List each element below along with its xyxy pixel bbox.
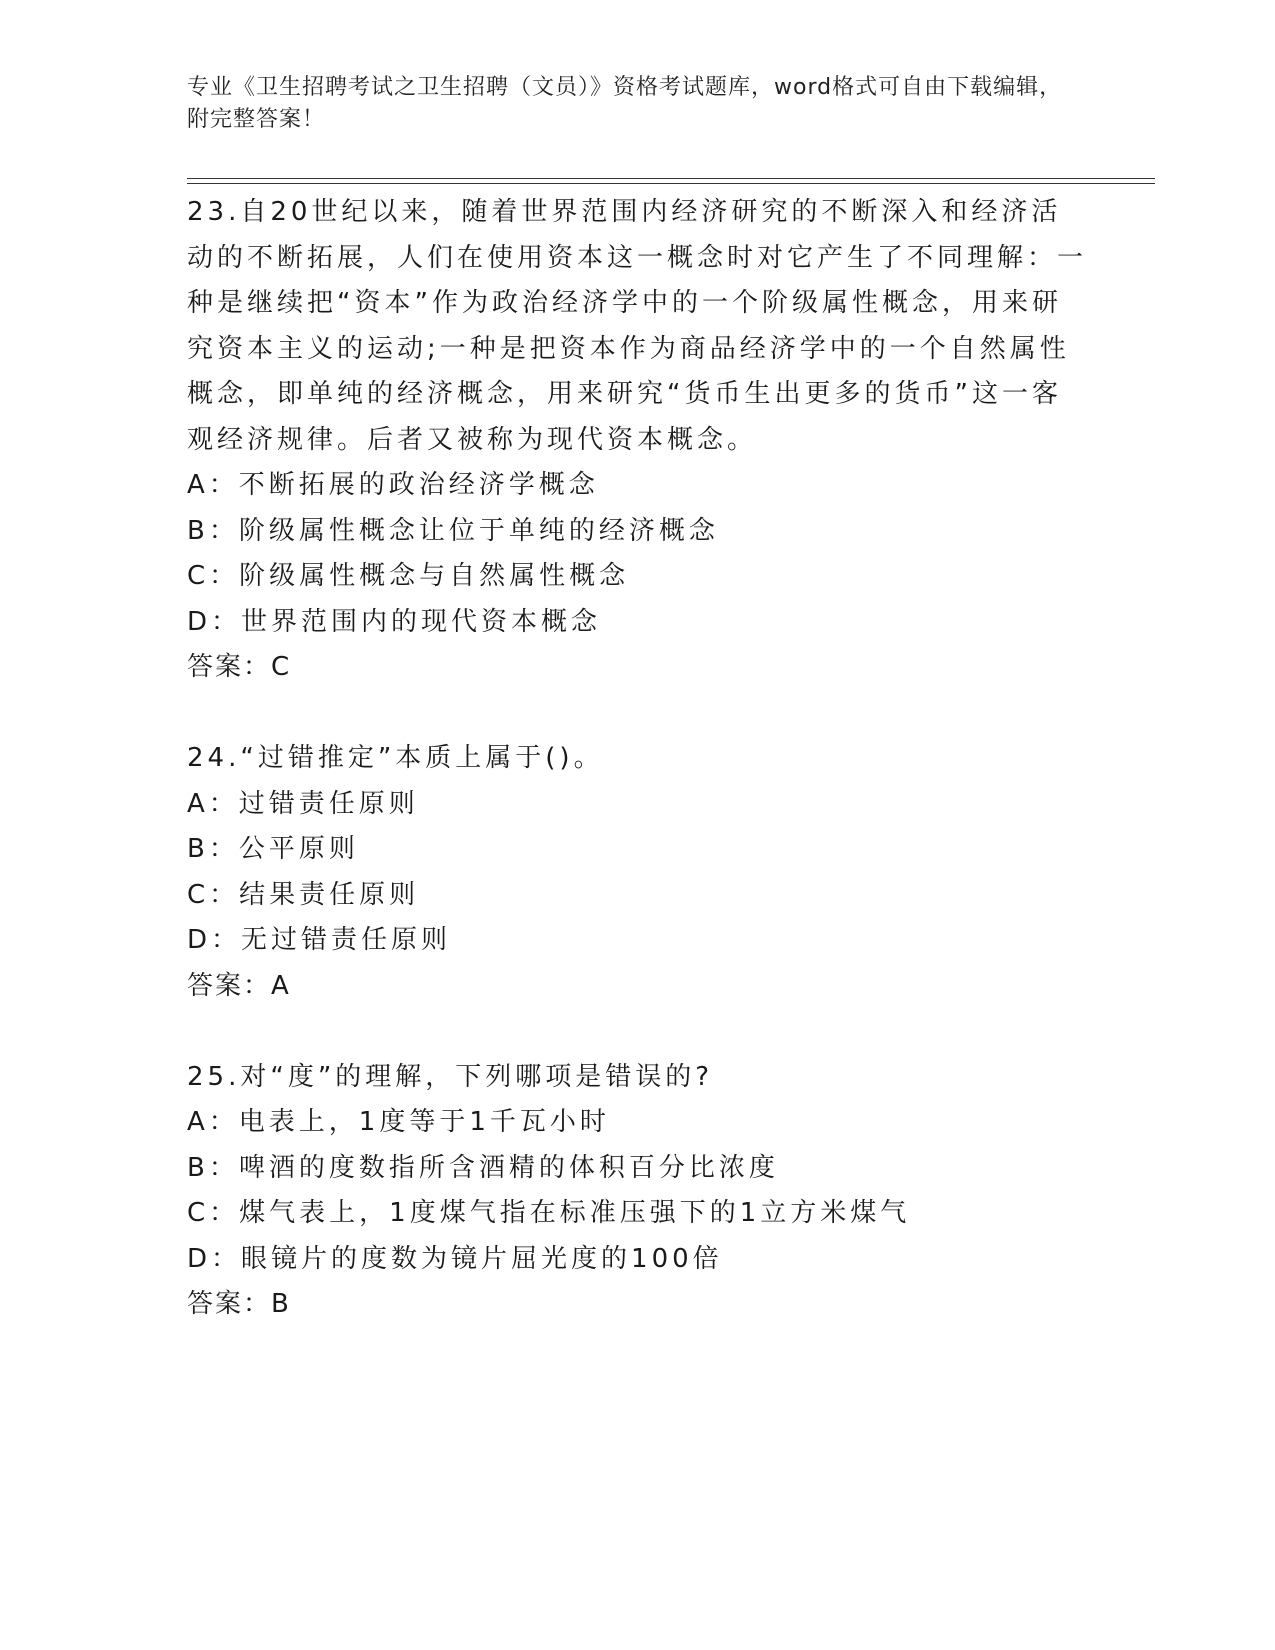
option-c: C：煤气表上，1度煤气指在标准压强下的1立方米煤气 <box>187 1198 911 1228</box>
question-stem: 23.自20世纪以来，随着世界范围内经济研究的不断深入和经济活动的不断拓展，人们在使用资本这一概念时对它产生了不同理解：一种是继续把“资本”作为政治经济学中的一个阶级属性概念，用来研究资本主义的运动;一种是把资本作为商品经济学中的一个自然属性概念，即单纯的经济概念，用来研究“货币生出更多的货币”这一客观经济规律。后者又被称为现代资本概念。 <box>187 197 1088 455</box>
question-23 <box>187 190 1087 691</box>
document-header: 专业《卫生招聘考试之卫生招聘（文员）》资格考试题库，word格式可自由下载编辑，附完整答案！ <box>187 75 1063 132</box>
question-list <box>187 190 1087 1328</box>
option-a: A：不断拓展的政治经济学概念 <box>187 470 599 500</box>
answer-line: 答案：A <box>187 970 291 1001</box>
option-a: A：电表上，1度等于1千瓦小时 <box>187 1107 610 1137</box>
option-a: A：过错责任原则 <box>187 788 419 819</box>
header-divider-bottom <box>187 183 1155 184</box>
answer-line: 答案：B <box>187 1289 291 1319</box>
question-stem: 25.对“度”的理解，下列哪项是错误的? <box>187 1061 714 1092</box>
option-d: D：眼镜片的度数为镜片屈光度的100倍 <box>187 1243 723 1274</box>
option-c: C：阶级属性概念与自然属性概念 <box>187 561 630 591</box>
option-d: D：无过错责任原则 <box>187 925 452 955</box>
question-spacer <box>187 1009 1087 1055</box>
option-b: B：啤酒的度数指所含酒精的体积百分比浓度 <box>187 1152 779 1183</box>
header-divider-top <box>187 178 1155 179</box>
option-b: B：阶级属性概念让位于单纯的经济概念 <box>187 515 719 546</box>
answer-line: 答案：C <box>187 652 292 682</box>
question-stem: 24.“过错推定”本质上属于()。 <box>187 743 604 773</box>
option-b: B：公平原则 <box>187 834 359 864</box>
question-spacer <box>187 691 1087 737</box>
option-d: D：世界范围内的现代资本概念 <box>187 606 602 637</box>
option-c: C：结果责任原则 <box>187 879 420 910</box>
question-24 <box>187 736 1087 1009</box>
question-25 <box>187 1055 1087 1328</box>
